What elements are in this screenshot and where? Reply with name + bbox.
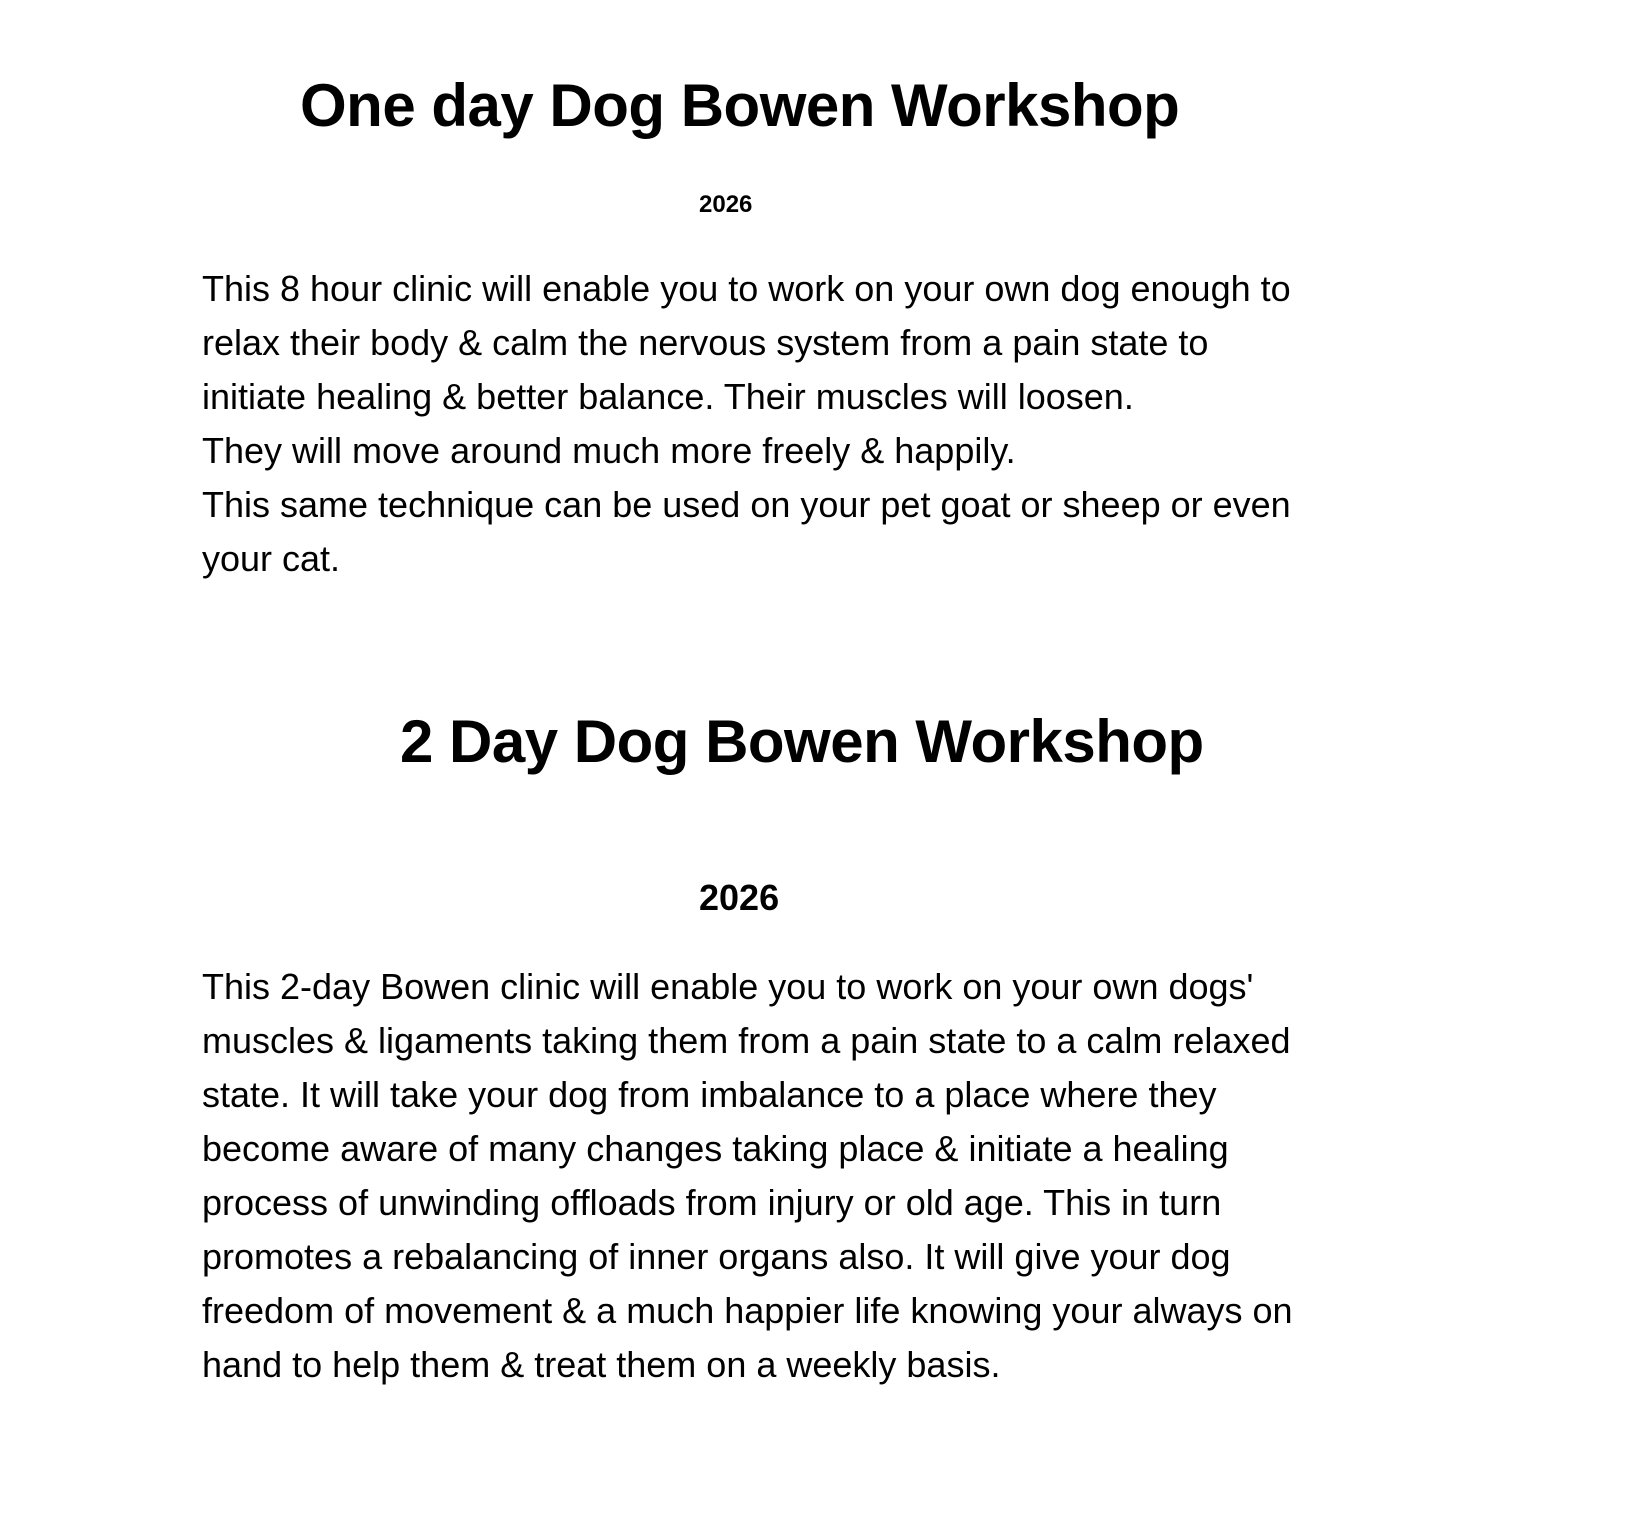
workshop-one-day-title: One day Dog Bowen Workshop — [300, 72, 1180, 139]
description-line: become aware of many changes taking place & initiate a healing — [202, 1128, 1229, 1169]
description-line: This 8 hour clinic will enable you to work on your own dog enough to — [202, 268, 1291, 309]
description-line: initiate healing & better balance. Their muscles will loosen. — [202, 376, 1134, 417]
description-line: freedom of movement & a much happier life knowing your always on — [202, 1290, 1293, 1331]
description-line: relax their body & calm the nervous system from a pain state to — [202, 322, 1209, 363]
description-line: promotes a rebalancing of inner organs also. It will give your dog — [202, 1236, 1231, 1277]
workshop-two-day-year: 2026 — [699, 877, 780, 918]
description-line: process of unwinding offloads from injury or old age. This in turn — [202, 1182, 1222, 1223]
workshop-two-day-title: 2 Day Dog Bowen Workshop — [400, 708, 1204, 775]
workshop-one-day-year: 2026 — [699, 191, 753, 218]
description-line: This same technique can be used on your pet goat or sheep or even — [202, 484, 1291, 525]
description-line: This 2-day Bowen clinic will enable you to work on your own dogs' — [202, 966, 1254, 1007]
description-line: hand to help them & treat them on a weekly basis. — [202, 1344, 1001, 1385]
workshop-one-day-description — [202, 262, 1291, 586]
description-line: your cat. — [202, 538, 341, 579]
description-line: state. It will take your dog from imbalance to a place where they — [202, 1074, 1217, 1115]
description-line: They will move around much more freely & happily. — [202, 430, 1016, 471]
workshop-two-day-description — [202, 960, 1293, 1392]
description-line: muscles & ligaments taking them from a pain state to a calm relaxed — [202, 1020, 1291, 1061]
